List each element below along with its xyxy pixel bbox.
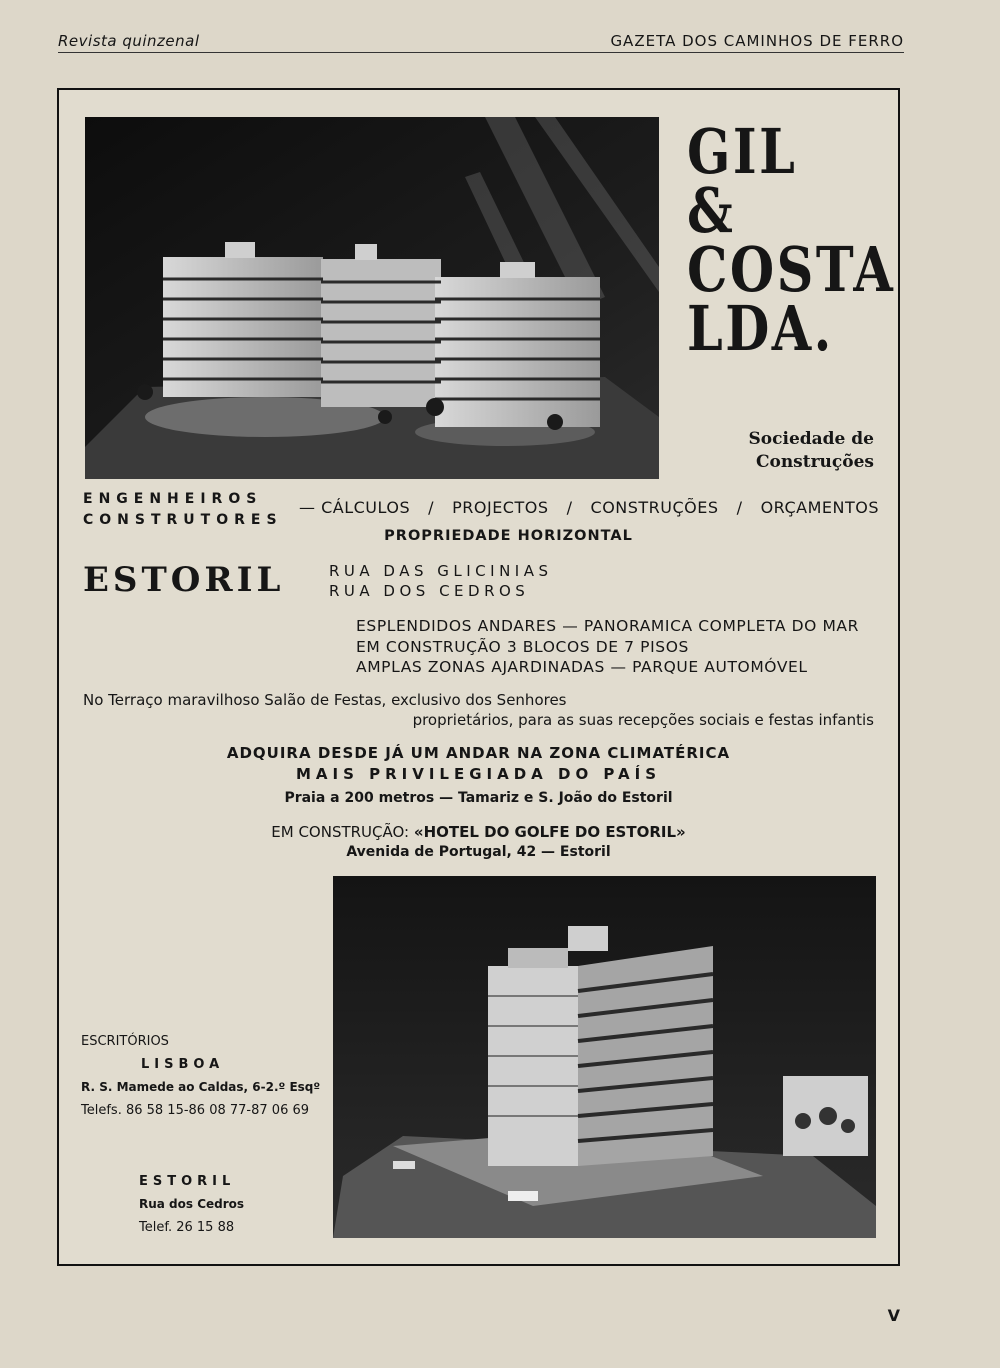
- street-line: RUA DOS CEDROS: [329, 582, 530, 600]
- tagline-line: Sociedade de: [748, 429, 874, 449]
- company-tagline: [749, 428, 874, 474]
- brand-line: LDA.: [687, 292, 834, 365]
- engineers-label: [83, 489, 283, 531]
- estoril-phone: Telef. 26 15 88: [139, 1220, 235, 1235]
- features-list: [356, 616, 859, 678]
- page-number: V: [887, 1306, 900, 1325]
- service-separator: /: [566, 498, 573, 517]
- em-construcao-prefix: EM CONSTRUÇÃO:: [271, 823, 410, 841]
- propriedade-horizontal: PROPRIEDADE HORIZONTAL: [384, 528, 633, 544]
- terrace-text-line2: proprietários, para as suas recepções sociais e festas infantis: [412, 711, 874, 729]
- tagline-line: Construções: [755, 452, 874, 472]
- adquira-line1: ADQUIRA DESDE JÁ UM ANDAR NA ZONA CLIMATÉRICA: [226, 744, 731, 762]
- estoril-city: ESTORIL: [139, 1174, 236, 1189]
- service-item: PROJECTOS: [452, 498, 549, 517]
- estoril-address: Rua dos Cedros: [139, 1197, 245, 1211]
- estoril-heading: ESTORIL: [83, 560, 285, 600]
- lisboa-city: LISBOA: [141, 1057, 225, 1072]
- avenida-line: Avenida de Portugal, 42 — Estoril: [346, 844, 611, 860]
- street-names: [329, 561, 553, 601]
- hotel-model-photo: [333, 876, 876, 1238]
- engineers-line: CONSTRUTORES: [83, 512, 283, 528]
- services-list: [299, 498, 879, 517]
- lisboa-address: R. S. Mamede ao Caldas, 6-2.º Esqº: [81, 1080, 321, 1094]
- estoril-office: [139, 1170, 244, 1239]
- engineers-line: ENGENHEIROS: [83, 491, 263, 507]
- apartment-model-photo: [85, 117, 659, 479]
- company-logo: [687, 115, 896, 365]
- hotel-name: «HOTEL DO GOLFE DO ESTORIL»: [413, 823, 686, 841]
- service-separator: /: [428, 498, 435, 517]
- service-item: CONSTRUÇÕES: [590, 498, 719, 517]
- service-item: ORÇAMENTOS: [760, 498, 879, 517]
- service-separator: /: [736, 498, 743, 517]
- praia-line: Praia a 200 metros — Tamariz e S. João do Estoril: [284, 790, 673, 806]
- adquira-line2: MAIS PRIVILEGIADA DO PAÍS: [295, 765, 662, 783]
- brand-line: GIL: [687, 115, 798, 188]
- lisboa-phones: Telefs. 86 58 15-86 08 77-87 06 69: [81, 1103, 310, 1118]
- feature-line: AMPLAS ZONAS AJARDINADAS — PARQUE AUTOMÓVEL: [356, 658, 808, 676]
- lisboa-office: [81, 1030, 320, 1122]
- street-line: RUA DAS GLICINIAS: [329, 562, 553, 580]
- em-construcao-line: [59, 823, 898, 841]
- journal-title: GAZETA DOS CAMINHOS DE FERRO: [610, 32, 904, 50]
- feature-line: ESPLENDIDOS ANDARES — PANORAMICA COMPLETA DO MAR: [356, 617, 860, 635]
- brand-line: COSTA: [687, 233, 896, 306]
- feature-line: EM CONSTRUÇÃO 3 BLOCOS DE 7 PISOS: [356, 637, 689, 656]
- service-item: — CÁLCULOS: [299, 498, 411, 517]
- offices-heading: ESCRITÓRIOS: [81, 1034, 169, 1049]
- terrace-text-line1: No Terraço maravilhoso Salão de Festas, exclusivo dos Senhores: [83, 691, 567, 709]
- running-head: [58, 30, 904, 53]
- journal-frequency: Revista quinzenal: [58, 32, 200, 50]
- brand-line: &: [687, 174, 736, 247]
- advertisement: [57, 88, 900, 1266]
